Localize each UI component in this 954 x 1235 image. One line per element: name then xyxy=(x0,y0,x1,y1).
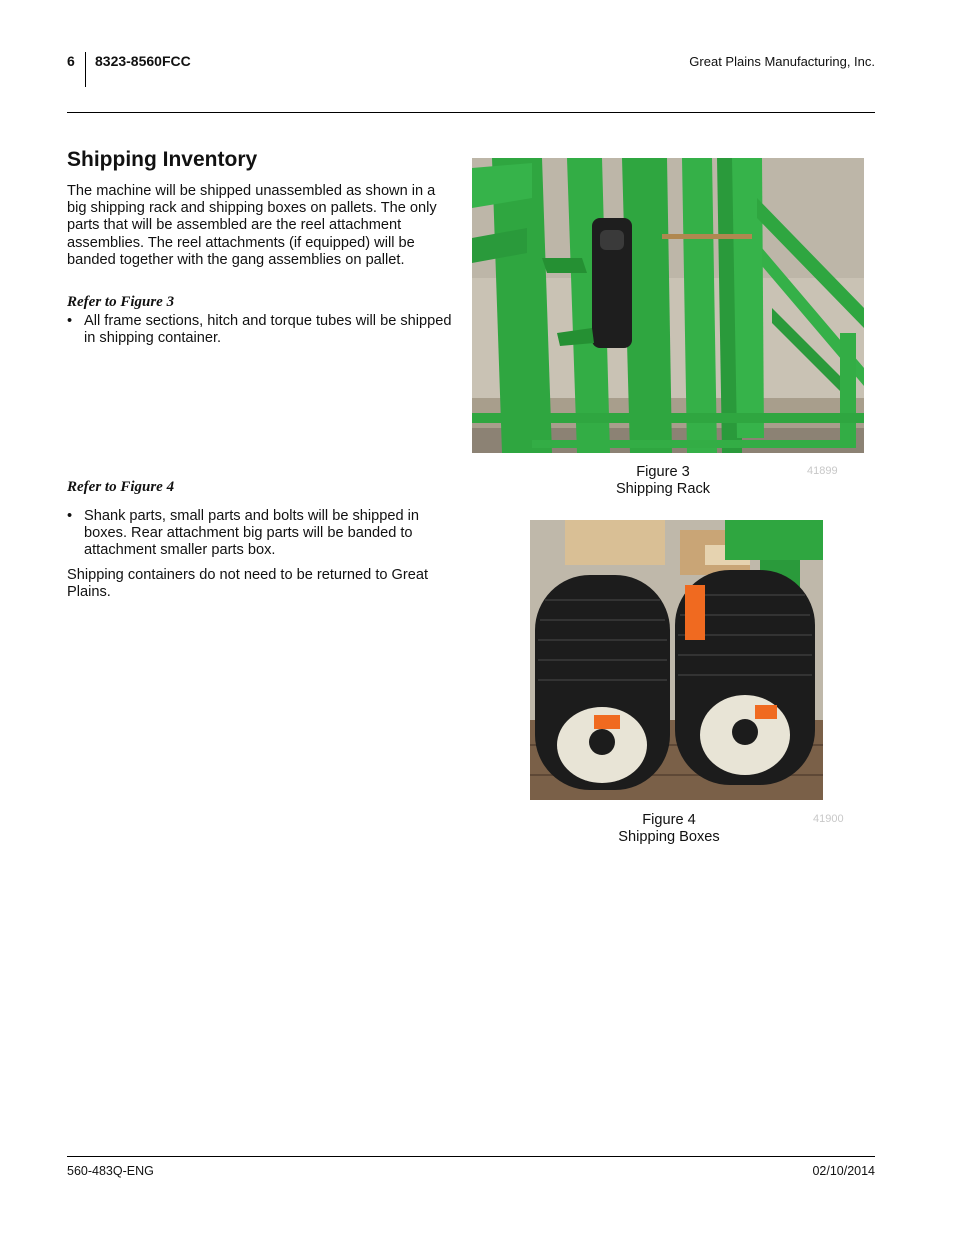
document-number: 560-483Q-ENG xyxy=(67,1164,154,1178)
figure-4-reference: Refer to Figure 4 xyxy=(67,479,175,495)
footer-rule xyxy=(67,1156,875,1157)
figure-4-number: 41900 xyxy=(813,813,844,825)
figure-3-reference: Refer to Figure 3 xyxy=(67,294,175,310)
page-number: 6 xyxy=(67,53,75,69)
header-rule xyxy=(67,112,875,113)
bullet-icon: • xyxy=(67,508,73,524)
closing-paragraph: Shipping containers do not need to be returned to Great Plains. xyxy=(67,567,429,601)
figure-4-caption xyxy=(594,812,744,846)
figure-4-label: Figure 4 xyxy=(642,812,696,828)
figure-3-number: 41899 xyxy=(807,465,838,477)
shipping-boxes-photo xyxy=(530,520,823,800)
intro-paragraph: The machine will be shipped unassembled as shown in a big shipping rack and shipping boxes on pallets. The only parts that will be assembled are the reel attachment assemblies. The reel attachments (if equipped) will be banded together with the gang assemblies on pallet. xyxy=(67,183,437,268)
model-number: 8323-8560FCC xyxy=(95,53,191,69)
shipping-rack-photo xyxy=(472,158,864,453)
figure-4-title: Shipping Boxes xyxy=(618,829,720,845)
document-date: 02/10/2014 xyxy=(812,1164,875,1178)
header-divider xyxy=(85,52,86,87)
bullet-item-shank-parts xyxy=(67,508,452,560)
section-title: Shipping Inventory xyxy=(67,148,258,171)
bullet-text: Shank parts, small parts and bolts will be shipped in boxes. Rear attachment big parts will be banded to attachment smaller parts box. xyxy=(84,508,420,559)
figure-3-caption xyxy=(588,464,738,498)
figure-3-label: Figure 3 xyxy=(636,464,690,480)
bullet-text: All frame sections, hitch and torque tubes will be shipped in shipping container. xyxy=(84,313,452,347)
bullet-icon: • xyxy=(67,313,73,329)
bullet-item-frame-sections xyxy=(67,313,452,347)
company-name: Great Plains Manufacturing, Inc. xyxy=(689,54,875,69)
figure-3-title: Shipping Rack xyxy=(615,481,711,497)
